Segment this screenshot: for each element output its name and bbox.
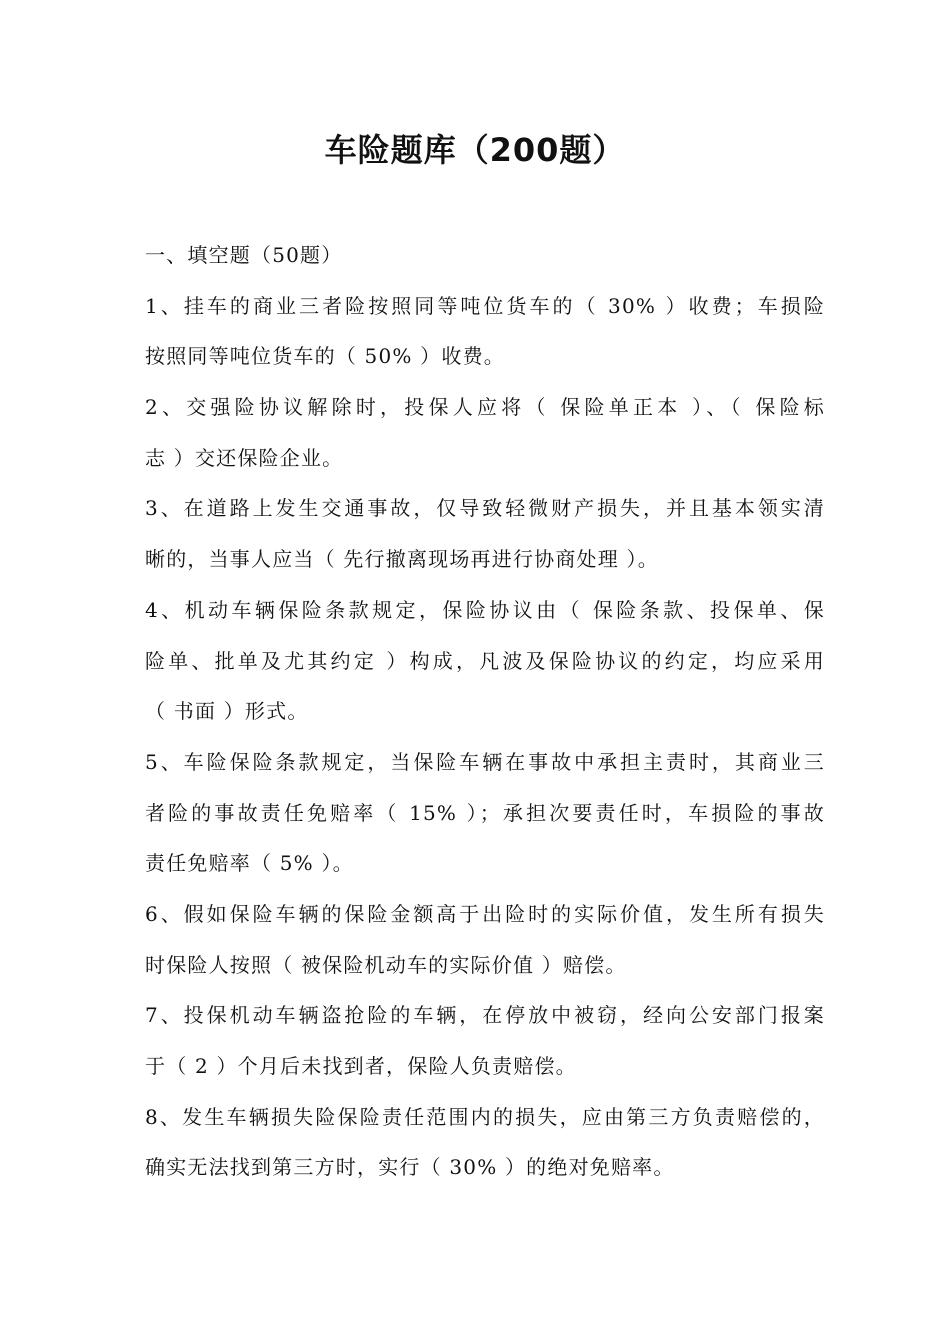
text-line: 晰的，当事人应当（ 先行撤离现场再进行协商处理 ）。	[145, 547, 659, 572]
page-title: 车险题库（200题）	[324, 131, 626, 169]
text-line: 4、机动车辆保险条款规定，保险协议由（ 保险条款、投保单、保	[145, 597, 825, 622]
text-line: 5、车险保险条款规定，当保险车辆在事故中承担主责时，其商业三	[145, 749, 825, 774]
text-line: 6、假如保险车辆的保险金额高于出险时的实际价值，发生所有损失	[145, 901, 825, 926]
section-heading: 一、填空题（50题）	[145, 243, 343, 267]
text-line: 确实无法找到第三方时，实行（ 30% ）的绝对免赔率。	[145, 1155, 675, 1180]
text-line: （ 书面 ）形式。	[145, 699, 309, 724]
text-line: 7、投保机动车辆盗抢险的车辆，在停放中被窃，经向公安部门报案	[145, 1003, 825, 1028]
text-line: 者险的事故责任免赔率（ 15% ）；承担次要责任时，车损险的事故	[145, 800, 825, 825]
text-line: 时保险人按照（ 被保险机动车的实际价值 ）赔偿。	[145, 952, 627, 977]
text-line: 于（ 2 ）个月后未找到者，保险人负责赔偿。	[145, 1054, 577, 1078]
text-line: 责任免赔率（ 5% ）。	[145, 851, 354, 876]
text-line: 按照同等吨位货车的（ 50% ）收费。	[145, 344, 505, 369]
text-line: 2、交强险协议解除时，投保人应将（ 保险单正本 ）、（ 保险标	[145, 395, 825, 420]
text-line: 3、在道路上发生交通事故，仅导致轻微财产损失，并且基本领实清	[145, 496, 825, 521]
text-line: 志 ）交还保险企业。	[145, 445, 344, 470]
document-body	[145, 230, 825, 1193]
text-line: 1、挂车的商业三者险按照同等吨位货车的（ 30% ）收费；车损险	[145, 293, 825, 318]
text-line: 险单、批单及尤其约定 ）构成，凡波及保险协议的约定，均应采用	[145, 648, 825, 673]
text-line: 8、发生车辆损失险保险责任范围内的损失，应由第三方负责赔偿的，	[145, 1104, 825, 1129]
